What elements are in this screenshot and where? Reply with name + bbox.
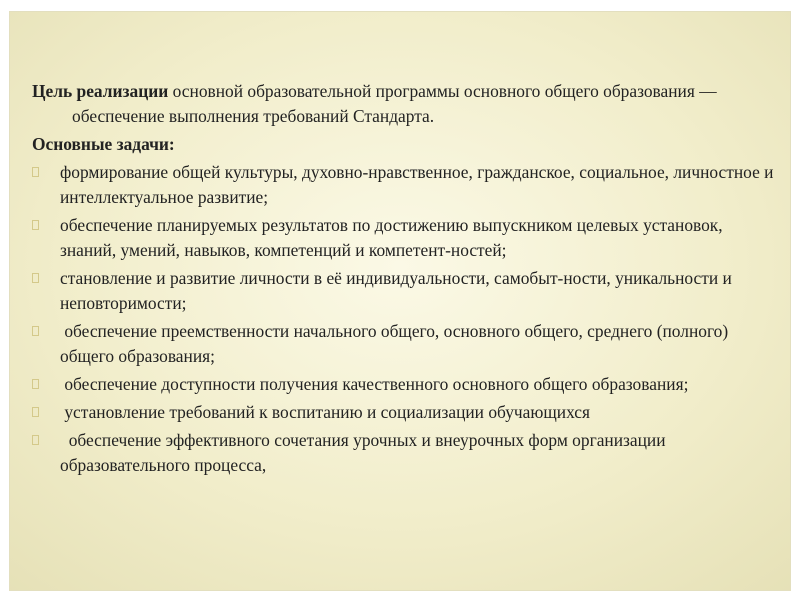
list-item-text: обеспечение доступности получения качественного основного общего образования; [60,374,689,394]
list-item-text: формирование общей культуры, духовно-нравственное, гражданское, социальное, личностное и интеллектуальное развитие; [60,162,778,207]
list-item-text: обеспечение эффективного сочетания урочных и внеурочных форм организации образовательного процесса, [60,430,670,475]
list-item [32,266,780,316]
list-item [32,160,780,210]
bullet-icon [32,273,39,283]
list-item-text: обеспечение планируемых результатов по достижению выпускником целевых установок, знаний, умений, навыков, компетенций и компетент-ностей; [60,215,727,260]
list-item [32,372,780,397]
tasks-list [32,160,780,478]
list-item [32,428,780,478]
list-item [32,319,780,369]
list-item [32,213,780,263]
tasks-heading: Основные задачи: [32,134,175,154]
bullet-icon [32,435,39,445]
bullet-icon [32,379,39,389]
bullet-icon [32,326,39,336]
slide [10,12,790,590]
slide-content [32,79,780,481]
list-item [32,400,780,425]
bullet-icon [32,407,39,417]
bullet-icon [32,167,39,177]
list-item-text: становление и развитие личности в её индивидуальности, самобыт-ности, уникальности и неповторимости; [60,268,737,313]
goal-lead: Цель реализации [32,81,169,101]
goal-paragraph [32,79,780,129]
goal-text: основной образовательной программы основного общего образования — обеспечение выполнения требований Стандарта. [72,81,717,126]
list-item-text: обеспечение преемственности начального общего, основного общего, среднего (полного) общего образования; [60,321,733,366]
bullet-icon [32,220,39,230]
list-item-text: установление требований к воспитанию и социализации обучающихся [60,402,590,422]
